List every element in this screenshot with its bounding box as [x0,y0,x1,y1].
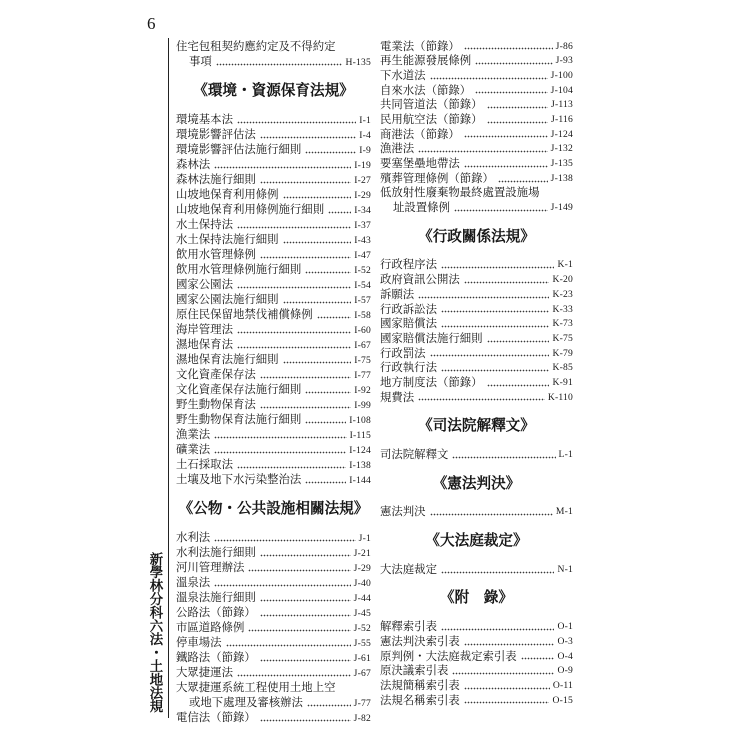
toc-entry [380,128,573,143]
leader-dots [487,106,549,109]
entry-page-ref: N-1 [557,563,573,575]
toc-entry [176,368,371,383]
entry-title: 共同管道法（節錄） [380,99,483,112]
entry-page-ref: I-60 [354,324,371,336]
toc-entry [176,293,371,308]
leader-dots [214,166,351,169]
toc-entry [176,338,371,353]
entry-page-ref: J-61 [353,652,371,664]
entry-title: 國家賠償法施行細則 [380,332,483,345]
section-heading: 《附 錄》 [440,590,513,607]
entry-title: 規費法 [380,391,415,404]
entry-title: 址設置條例 [393,202,450,215]
entry-page-ref: J-86 [555,40,573,52]
toc-entry [176,443,371,458]
entry-title: 要塞堡壘地帶法 [380,158,460,170]
leader-dots [487,340,550,343]
section-heading: 《司法院解釋文》 [418,418,535,435]
toc-entry [176,113,371,128]
spine-title: 新學林分科六法・土地法規 [148,552,163,713]
entry-page-ref: J-132 [550,143,573,155]
entry-title: 環境基本法 [176,113,233,126]
entry-page-ref: K-110 [547,391,573,403]
entry-title: 行政程序法 [380,259,437,272]
entry-title: 行政訴訟法 [380,303,437,316]
leader-dots [430,513,553,516]
toc-entry [176,323,371,338]
entry-title: 自來水法（節錄） [380,84,472,97]
entry-title: 殯葬管理條例（節錄） [380,172,494,185]
entry-page-ref: I-115 [349,429,371,441]
toc-entry [380,505,573,520]
entry-page-ref: K-33 [552,303,573,315]
leader-dots [464,165,548,168]
entry-title: 海岸管理法 [176,323,233,336]
entry-page-ref: O-4 [557,650,573,662]
leader-dots [441,628,555,631]
toc-entry [176,188,371,203]
page-number: 6 [147,14,156,33]
entry-page-ref: I-9 [359,144,371,156]
entry-page-ref: I-138 [349,459,371,471]
entry-title: 濕地保育法 [176,338,233,351]
entry-page-ref: K-23 [552,288,573,300]
toc-entry [176,413,371,428]
toc-entry [380,650,573,665]
entry-page-ref: I-67 [354,339,371,351]
toc-entry [176,158,371,173]
toc-entry [380,54,573,69]
entry-title: 漁港法 [380,143,415,156]
entry-title: 飲用水管理條例施行細則 [176,263,302,276]
leader-dots [464,47,553,50]
entry-page-ref: J-67 [353,667,371,679]
toc-entry [176,606,371,621]
entry-title: 溫泉法施行細則 [176,591,256,604]
entry-title: 文化資產保存法 [176,368,256,381]
toc-entry [380,448,573,463]
entry-page-ref: K-85 [552,362,573,374]
entry-title: 行政執行法 [380,362,437,375]
entry-page-ref: K-73 [552,318,573,330]
entry-title: 鐵路法（節錄） [176,651,256,664]
leader-dots [260,554,351,557]
entry-line [176,55,371,70]
entry-title: 低放射性廢棄物最終處置設施場 [380,187,540,200]
entry-page-ref: I-43 [354,234,371,246]
toc-entry-two-line [176,681,371,711]
leader-dots [260,376,351,379]
entry-page-ref: L-1 [558,449,573,460]
leader-dots [260,599,351,602]
entry-page-ref: I-19 [354,159,371,171]
entry-title: 濕地保育法施行細則 [176,353,279,366]
entry-title: 森林法 [176,158,211,171]
entry-line [176,696,371,711]
entry-title: 水利法 [176,531,211,544]
toc-entry [380,98,573,113]
leader-dots [260,406,351,409]
leader-dots [248,629,350,632]
toc-entry [380,620,573,635]
entry-title: 水利法施行細則 [176,546,256,559]
entry-page-ref: I-124 [349,444,371,456]
leader-dots [237,331,351,334]
leader-dots [418,296,549,299]
entry-title: 山坡地保育利用條例施行細則 [176,203,325,216]
entry-page-ref: J-113 [551,99,573,111]
leader-dots [441,266,555,269]
leader-dots [260,181,351,184]
leader-dots [214,539,355,542]
entry-page-ref: J-77 [353,697,371,709]
entry-page-ref: I-92 [354,384,371,396]
entry-page-ref: I-37 [354,219,371,231]
toc-entry-two-line [380,186,573,215]
leader-dots [214,584,350,587]
toc-entry [176,458,371,473]
leader-dots [260,256,351,259]
leader-dots [430,354,550,357]
entry-title: 住宅包租契約應約定及不得約定 [176,40,336,53]
leader-dots [464,701,550,704]
toc-entry [380,142,573,157]
toc-entry [380,694,573,709]
right-column [380,40,573,709]
toc-entry [380,84,573,99]
entry-line [380,201,573,216]
entry-page-ref: J-45 [353,607,371,619]
entry-title: 國家賠償法 [380,318,437,331]
entry-title: 憲法判決索引表 [380,635,460,648]
entry-title: 大眾捷運法 [176,666,233,679]
toc-entry [380,172,573,187]
entry-page-ref: M-1 [555,506,573,518]
leader-dots [521,657,555,660]
entry-page-ref: J-1 [358,532,371,544]
leader-dots [487,384,550,387]
leader-dots [237,226,351,229]
toc-entry [176,636,371,651]
entry-title: 國家公園法 [176,278,233,291]
leader-dots [237,346,351,349]
leader-dots [328,211,351,214]
entry-title: 大法庭裁定 [380,563,437,576]
section-heading: 《環境・資源保育法規》 [193,82,354,99]
leader-dots [475,62,553,65]
toc-entry [380,69,573,84]
toc-entry [380,303,573,318]
leader-dots [237,121,356,124]
toc-entry [380,664,573,679]
entry-title: 停車場法 [176,636,222,649]
entry-page-ref: I-1 [359,114,371,126]
entry-page-ref: I-27 [354,174,371,186]
toc-entry [380,679,573,694]
toc-entry [176,143,371,158]
toc-entry [380,273,573,288]
entry-title: 野生動物保育法 [176,398,256,411]
toc-entry [176,531,371,546]
entry-title: 解釋索引表 [380,621,437,634]
section-heading: 《大法庭裁定》 [425,533,528,550]
toc-entry [176,248,371,263]
leader-dots [498,180,548,183]
entry-title: 或地下處理及審核辦法 [189,696,303,709]
entry-title: 漁業法 [176,428,211,441]
toc-entry [176,263,371,278]
leader-dots [305,421,346,424]
leader-dots [283,361,352,364]
toc-entry [176,473,371,488]
entry-page-ref: I-144 [349,474,371,486]
leader-dots [260,136,356,139]
leader-dots [214,451,346,454]
section-heading: 《憲法判決》 [432,475,521,492]
entry-page-ref: I-29 [354,189,371,201]
toc-entry [380,391,573,406]
entry-title: 文化資產保存法施行細則 [176,383,302,396]
toc-entry [176,591,371,606]
entry-title: 公路法（節錄） [176,606,256,619]
entry-page-ref: I-52 [354,264,371,276]
leader-dots [305,151,356,154]
leader-dots [464,643,555,646]
entry-title: 飲用水管理條例 [176,248,256,261]
toc-entry [176,398,371,413]
entry-title: 大眾捷運系統工程使用土地上空 [176,681,336,694]
leader-dots [260,614,351,617]
entry-title: 政府資訊公開法 [380,274,460,287]
toc-entry [176,128,371,143]
leader-dots [214,436,346,439]
entry-title: 再生能源發展條例 [380,55,472,68]
toc-entry [380,361,573,376]
leader-dots [317,316,352,319]
entry-page-ref: O-3 [557,635,573,647]
toc-entry [380,376,573,391]
leader-dots [260,659,351,662]
entry-page-ref: J-138 [550,172,573,184]
entry-title: 森林法施行細則 [176,173,256,186]
toc-entry [380,563,573,578]
entry-page-ref: K-20 [552,274,573,286]
entry-page-ref: I-77 [354,369,371,381]
entry-title: 土石採取法 [176,458,233,471]
toc-entry [176,278,371,293]
entry-page-ref: J-100 [550,69,573,81]
leader-dots [305,391,351,394]
entry-line [176,681,371,696]
entry-page-ref: I-34 [354,204,371,216]
entry-title: 礦業法 [176,443,211,456]
entry-title: 環境影響評估法施行細則 [176,143,302,156]
entry-page-ref: J-116 [551,113,573,125]
leader-dots [441,310,550,313]
entry-page-ref: I-54 [354,279,371,291]
toc-entry [176,203,371,218]
entry-title: 電業法（節錄） [380,40,460,53]
entry-page-ref: I-108 [349,414,371,426]
leader-dots [307,704,351,707]
leader-dots [475,91,548,94]
entry-page-ref: I-58 [354,309,371,321]
entry-title: 山坡地保育利用條例 [176,188,279,201]
toc-entry [380,347,573,362]
entry-page-ref: J-124 [550,128,573,140]
left-column [176,40,371,726]
toc-entry [176,666,371,681]
entry-page-ref: J-149 [550,202,573,214]
entry-title: 原決議索引表 [380,665,449,678]
toc-entry [176,428,371,443]
toc-entry [176,546,371,561]
leader-dots [283,301,352,304]
toc-entry [176,711,371,726]
toc-entry [176,218,371,233]
entry-page-ref: I-75 [354,354,371,366]
entry-page-ref: J-82 [353,712,371,724]
toc-entry [176,561,371,576]
entry-title: 市區道路條例 [176,621,245,634]
leader-dots [248,569,350,572]
entry-page-ref: J-52 [353,622,371,634]
toc-entry [380,288,573,303]
entry-title: 原判例・大法庭裁定索引表 [380,650,517,663]
leader-dots [464,687,550,690]
toc-entry [380,317,573,332]
entry-title: 地方制度法（節錄） [380,376,483,389]
entry-page-ref: H-135 [345,56,371,68]
leader-dots [441,571,555,574]
entry-page-ref: K-91 [552,376,573,388]
toc-entry [380,113,573,128]
leader-dots [305,271,351,274]
entry-line [176,40,371,55]
entry-title: 法規名稱索引表 [380,694,460,707]
toc-entry [176,173,371,188]
entry-line [380,186,573,201]
entry-title: 溫泉法 [176,576,211,589]
entry-title: 土壤及地下水污染整治法 [176,473,302,486]
leader-dots [283,241,352,244]
entry-page-ref: I-99 [354,399,371,411]
entry-page-ref: J-55 [353,637,371,649]
leader-dots [430,77,548,80]
entry-title: 水土保持法施行細則 [176,233,279,246]
leader-dots [418,398,545,401]
entry-title: 野生動物保育法施行細則 [176,413,302,426]
entry-page-ref: K-1 [557,259,573,271]
toc-entry [380,635,573,650]
entry-title: 行政罰法 [380,347,426,360]
entry-page-ref: O-9 [557,665,573,677]
toc-entry [176,383,371,398]
leader-dots [441,369,550,372]
toc-entry [176,308,371,323]
leader-dots [305,481,346,484]
leader-dots [452,456,555,459]
entry-page-ref: I-57 [354,294,371,306]
toc-entry [176,576,371,591]
entry-page-ref: J-40 [353,577,371,589]
entry-page-ref: J-44 [353,592,371,604]
leader-dots [237,466,346,469]
entry-page-ref: O-15 [552,694,573,706]
leader-dots [464,281,550,284]
entry-page-ref: K-79 [552,347,573,359]
leader-dots [237,286,351,289]
toc-entry [380,40,573,55]
margin-rule [168,38,169,718]
toc-entry [380,332,573,347]
entry-title: 法規簡稱索引表 [380,679,460,692]
section-heading: 《行政關係法規》 [418,228,535,245]
entry-page-ref: J-135 [550,158,573,169]
entry-title: 民用航空法（節錄） [380,113,483,126]
entry-page-ref: J-29 [353,562,371,574]
entry-title: 事項 [189,55,212,68]
entry-title: 水土保持法 [176,218,233,231]
entry-title: 河川管理辦法 [176,561,245,574]
entry-page-ref: I-4 [359,129,371,141]
entry-page-ref: J-21 [353,547,371,559]
section-heading: 《公物・公共設施相關法規》 [178,500,369,517]
leader-dots [454,209,548,212]
entry-page-ref: I-47 [354,249,371,261]
leader-dots [260,719,351,722]
leader-dots [237,674,351,677]
entry-title: 國家公園法施行細則 [176,293,279,306]
toc-entry [380,258,573,273]
entry-page-ref: O-1 [557,621,573,633]
leader-dots [487,121,549,124]
entry-title: 電信法（節錄） [176,711,256,724]
leader-dots [452,672,554,675]
entry-title: 司法院解釋文 [380,449,449,461]
entry-page-ref: J-93 [555,55,573,67]
entry-page-ref: K-75 [552,332,573,344]
entry-title: 環境影響評估法 [176,128,256,141]
leader-dots [464,135,548,138]
entry-title: 下水道法 [380,69,426,82]
leader-dots [418,150,547,153]
entry-title: 原住民保留地禁伐補償條例 [176,308,313,321]
leader-dots [226,644,351,647]
leader-dots [216,63,343,66]
toc-entry [380,157,573,172]
leader-dots [283,196,352,199]
entry-page-ref: O-11 [552,679,573,691]
entry-title: 憲法判決 [380,506,426,519]
entry-title: 商港法（節錄） [380,128,460,141]
toc-entry [176,233,371,248]
entry-title: 訴願法 [380,288,415,301]
toc-entry-continued [176,40,371,70]
entry-page-ref: J-104 [550,84,573,96]
leader-dots [441,325,550,328]
toc-entry [176,651,371,666]
toc-entry [176,621,371,636]
toc-entry [176,353,371,368]
